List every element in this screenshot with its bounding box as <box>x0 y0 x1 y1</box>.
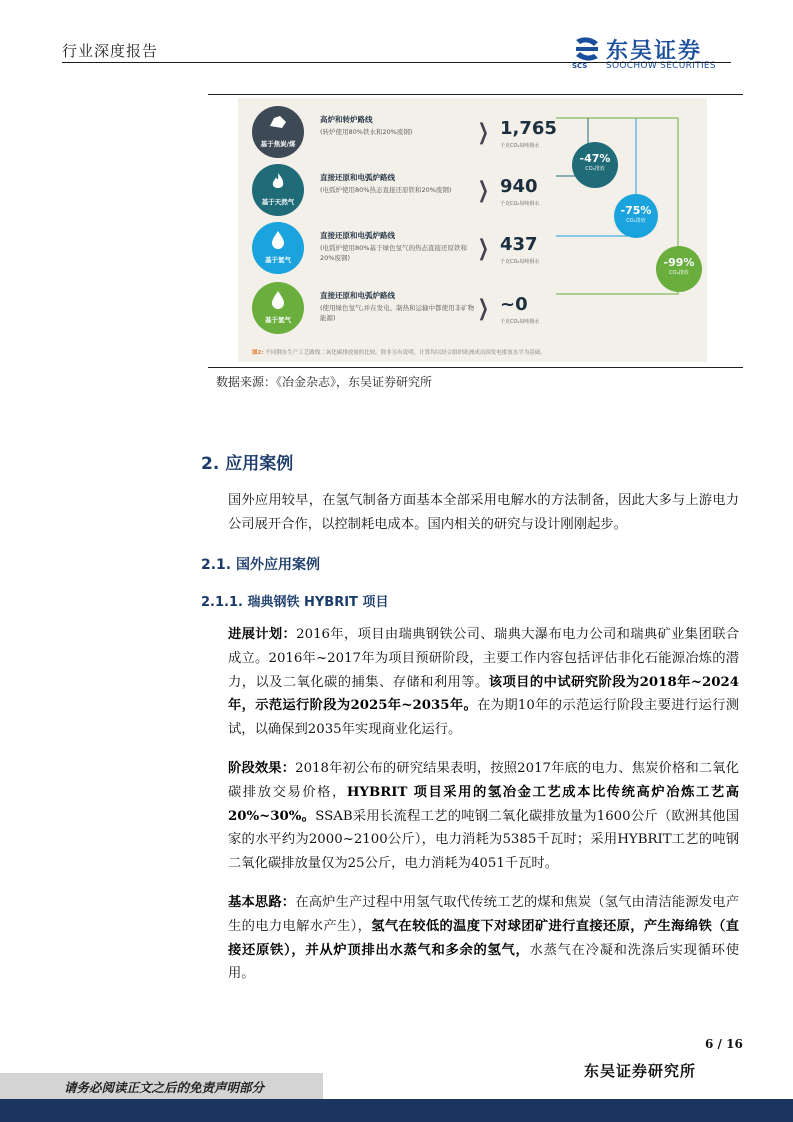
page-number: 6 / 16 <box>705 1037 743 1051</box>
disclaimer-note: 请务必阅读正文之后的免责声明部分 <box>64 1080 265 1095</box>
brand-name-en: SOOCHOW SECURITIES <box>606 61 716 71</box>
chevron-right-icon: ❯ <box>477 296 489 321</box>
intro-paragraph: 国外应用较早，在氢气制备方面基本全部采用电解水的方法制备，因此大多与上游电力公司展开合作，以控制耗电成本。国内相关的研究与设计刚刚起步。 <box>228 493 739 532</box>
route-circle: 基于天然气 <box>252 164 304 216</box>
route-unit: 千克CO₂每吨钢水 <box>500 143 540 149</box>
reduction-badge: -47% CO₂排放 <box>572 142 618 188</box>
footer-bar <box>0 1099 793 1122</box>
route-desc: (转炉使用80%铁水和20%废钢) <box>320 128 413 136</box>
header-divider <box>62 62 731 63</box>
emissions-figure <box>238 98 707 362</box>
route-unit: 千克CO₂每吨钢水 <box>500 319 540 325</box>
scs-logo-icon <box>572 34 602 64</box>
chevron-right-icon: ❯ <box>477 236 489 261</box>
reduction-badge: -99% CO₂排放 <box>656 246 702 292</box>
approach-paragraph: 基本思路：在高炉生产过程中用氢气取代传统工艺的煤和焦炭（氢气由清洁能源发电产生的电力电解水产生），氢气在较低的温度下对球团矿进行直接还原，产生海绵铁（直接还原铁），并从炉顶排出水蒸气和多余的氢气，水蒸气在冷凝和洗涤后实现循环使用。 <box>228 895 740 982</box>
figure-source: 数据来源：《冶金杂志》，东吴证券研究所 <box>216 375 433 389</box>
route-value: 940 <box>500 176 538 197</box>
route-title: 高炉和转炉路线 <box>320 115 373 124</box>
route-value: 437 <box>500 234 538 255</box>
route-circle: 基于氢气 <box>252 222 304 274</box>
brand-name-cn: 东吴证券 <box>606 39 703 64</box>
route-unit: 千克CO₂每吨钢水 <box>500 259 540 265</box>
progress-paragraph: 进展计划：2016年，项目由瑞典钢铁公司、瑞典大瀑布电力公司和瑞典矿业集团联合成立。2016年~2017年为项目预研阶段，主要工作内容包括评估非化石能源冶炼的潜力，以及二氧化碳的捕集、存储和利用等。该项目的中试研究阶段为2018年~2024年，示范运行阶段为2025年~2035年。在为期10年的示范运行阶段主要进行运行测试，以确保到2035年实现商业化运行。 <box>228 627 740 738</box>
chevron-right-icon: ❯ <box>477 120 489 145</box>
brand-logo <box>572 34 737 72</box>
subsubsection-title: 2.1.1. 瑞典钢铁 HYBRIT 项目 <box>201 595 389 610</box>
route-desc: (电弧炉使用80%基于绿色氢气的热态直接还原铁和20%废钢) <box>320 244 467 262</box>
footer-brand: 东吴证券研究所 <box>584 1062 697 1080</box>
effect-paragraph: 阶段效果：2018年初公布的研究结果表明，按照2017年底的电力、焦炭价格和二氧化碳排放交易价格，HYBRIT 项目采用的氢冶金工艺成本比传统高炉冶炼工艺高20%~30%。SSAB采用长流程工艺的吨钢二氧化碳排放量为1600公斤（欧洲其他国家的水平约为2000~2100公斤），电力消耗为5385千瓦时；采用HYBRIT工艺的吨钢二氧化碳排放量仅为25公斤，电力消耗为4051千瓦时。 <box>228 761 740 872</box>
brand-mark: SCS <box>572 62 588 70</box>
route-circle: 基于焦炭/煤 <box>252 106 304 158</box>
chevron-right-icon: ❯ <box>477 178 489 203</box>
route-title: 直接还原和电弧炉路线 <box>320 231 395 240</box>
report-type-label: 行业深度报告 <box>62 42 159 60</box>
reduction-badge: -75% CO₂排放 <box>614 194 658 238</box>
route-desc: (使用绿色氢气,并在发电、制热和运输中都使用非矿物能源) <box>320 304 475 322</box>
route-unit: 千克CO₂每吨钢水 <box>500 201 540 207</box>
route-desc: (电弧炉使用80%热态直接还原铁和20%废钢) <box>320 186 452 194</box>
section-title: 2. 应用案例 <box>201 454 294 474</box>
route-value: 1,765 <box>500 118 557 139</box>
route-title: 直接还原和电弧炉路线 <box>320 173 395 182</box>
route-value: ~0 <box>500 294 528 315</box>
figure-top-rule <box>208 94 743 95</box>
subsection-title: 2.1. 国外应用案例 <box>201 557 320 573</box>
figure-note: 图2: 不同钢水生产工艺路线二氧化碳排放量的比较。除非另有说明，计算均以经合组织欧洲成员国发电排放水平为基础。 <box>252 350 546 356</box>
figure-bottom-rule <box>208 367 743 368</box>
route-title: 直接还原和电弧炉路线 <box>320 291 395 300</box>
route-circle: 基于氢气 <box>252 282 304 334</box>
